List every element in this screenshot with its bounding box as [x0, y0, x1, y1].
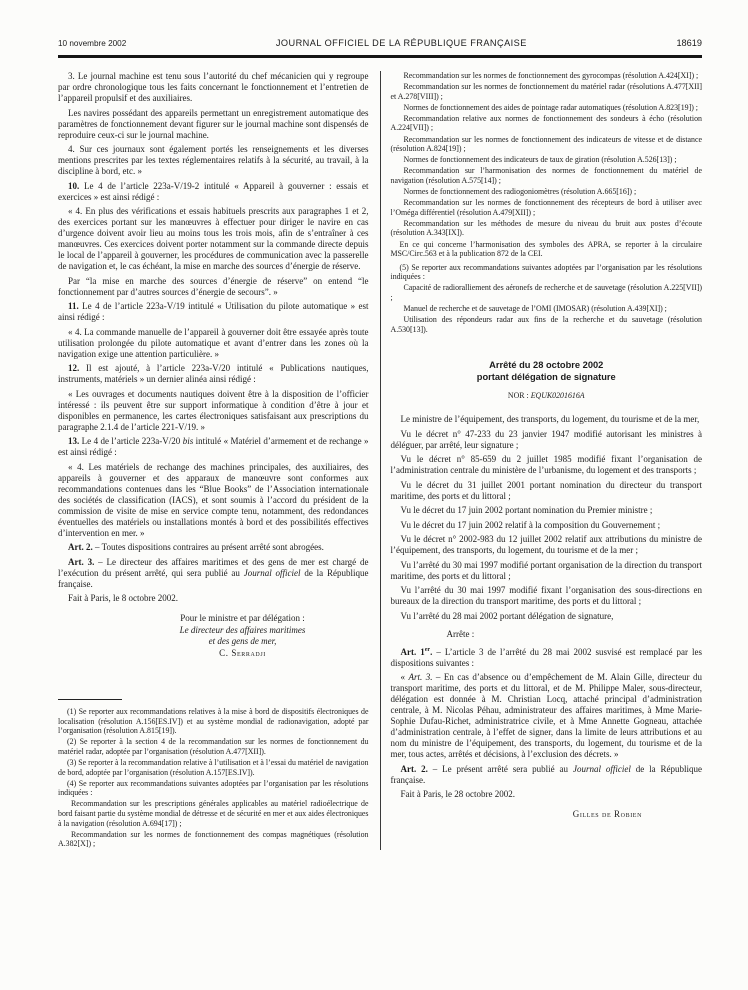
footnote-note: En ce qui concerne l’harmonisation des symboles des APRA, se reporter à la circulaire MSC/Circ.563 et à la publication 872 de la CEI. [390, 239, 702, 259]
paragraph-lead: 12. [68, 363, 80, 373]
superscript: er [424, 646, 431, 653]
text-segment: – Le directeur des affaires maritimes et des gens de mer est chargé de l’exécution du présent arrêté, qui sera publié au [58, 556, 369, 578]
text-segment: Vu le décret du 31 juillet 2001 portant nomination du directeur du transport maritime, des ports et du littoral ; [390, 479, 702, 501]
paragraph-article-3 [58, 557, 369, 590]
paragraph [58, 276, 369, 298]
footnote: (1) Se reporter aux recommandations relatives à la mise à bord de dispositifs électroniques de localisation (résolution A.156[ES.IV]) et au système mondial de radionavigation, adopté par l’organisation (résolution A.815[19]). [58, 707, 369, 736]
text-segment: – En cas d’absence ou d’empêchement de M. Alain Gille, directeur du transport maritime, des ports et du littoral, et de M. Philippe Maler, sous-directeur, délégation est donnée à M. Christian Locq, attaché principal d’administration centrale, à M. Nicolas Péhau, administrateur des affaires maritimes, à Mme Marie-Sophie Dufau-Richet, administratrice civile, et à Mme Annette Gogneau, attachée d’administration centrale, à l’effet de signer, dans la limite de leurs attributions et au nom du ministre de l’équipement, des transports, du logement, du tourisme et de la mer, tous actes, arrêtés et décisions, à l’exclusion des décrets. » [390, 672, 702, 760]
footnote-item: Manuel de recherche et de sauvetage de l’OMI (IMOSAR) (résolution A.439[XI]) ; [403, 304, 667, 314]
text-segment: Il est ajouté, à l’article 223a-V/20 intitulé « Publications nautiques, instruments, matériels » un dernier alinéa ainsi rédigé : [58, 363, 369, 384]
arrete-marker [391, 629, 703, 640]
header-title: JOURNAL OFFICIEL DE LA RÉPUBLIQUE FRANÇAISE [275, 38, 527, 48]
footnote-item: Normes de fonctionnement des aides de pointage radar automatiques (résolution A.823[19]) ; [403, 102, 698, 112]
paragraph [58, 363, 369, 385]
article-label: Art. 3. [68, 556, 95, 567]
paragraph [58, 389, 369, 433]
visa-paragraph [391, 585, 703, 607]
page-header [58, 38, 702, 48]
visa-paragraph [391, 480, 703, 502]
paragraph [58, 181, 369, 203]
visa-paragraph [391, 520, 703, 531]
text-segment: de la République française. [58, 567, 369, 589]
quoted-article-paragraph [391, 672, 703, 760]
arrete-heading [391, 360, 703, 383]
footnotes-section [58, 699, 369, 849]
right-column [391, 71, 703, 850]
text-segment: – Le présent arrêté sera publié au [427, 763, 573, 774]
signature-title-line: et des gens de mer, [208, 636, 277, 646]
visa-paragraph [391, 429, 703, 451]
text-segment: Vu le décret du 17 juin 2002 relatif à la composition du Gouvernement ; [400, 519, 661, 530]
text-segment: Vu l’arrêté du 28 mai 2002 portant délégation de signature, [400, 610, 614, 621]
footnote-item: Normes de fonctionnement des radiogoniomètres (résolution A.665[16]) ; [403, 187, 637, 197]
footnote: (3) Se reporter à la recommandation relative à l’utilisation et à l’essai du matériel de navigation de bord, adoptée par l’organisation (résolution A.157[ES.IV]). [58, 757, 369, 777]
footnote-item: Recommandation sur les normes de fonctionnement des compas magnétiques (résolution A.382[X]) ; [58, 829, 369, 849]
text-segment: Le 4 de l’article 223a-V/20 [79, 436, 183, 446]
paragraph-article-1 [391, 647, 703, 669]
footnote-item: Recommandation sur les normes de fonctionnement des récepteurs de bord à utiliser avec l’Oméga différentiel (résolution A.479[XII]) ; [390, 198, 702, 217]
footnote-item: Recommandation sur les prescriptions générales applicables au matériel radioélectrique de bord faisant partie du système mondial de détresse et de sécurité en mer et aux aides électroniques à la navigation (résolution A.694[17]) ; [58, 799, 369, 828]
signature-intro: Pour le ministre et par délégation : [180, 613, 305, 623]
paragraph [58, 301, 369, 323]
signatory-name: Gilles de Robien [572, 809, 642, 820]
italic-segment: Journal officiel [243, 567, 301, 578]
article-label: Art. 2. [68, 542, 93, 552]
text-segment: 4. Sur ces journaux sont également portés les renseignements et les diverses mentions prescrites par les textes réglementaires relatifs à la sécurité, au travail, à la discipline à bord, etc. » [58, 144, 369, 176]
paragraph-lead: 11. [68, 301, 79, 311]
text-segment: Vu l’arrêté du 30 mai 1997 modifié fixant l’organisation des sous-directions en bureaux de la direction du transport maritime, des ports et du littoral ; [390, 585, 702, 607]
text-segment: Vu le décret du 17 juin 2002 portant nomination du Premier ministre ; [400, 505, 653, 516]
footnote: (2) Se reporter à la section 4 de la recommandation sur les normes de fonctionnement du matériel radar, adoptée par l’organisation (résolution A.477[XII]). [58, 737, 369, 756]
paragraph [58, 71, 369, 104]
text-segment: 3. Le journal machine est tenu sous l’autorité du chef mécanicien qui y regroupe par ordre chronologique tous les faits concernant le fonctionnement et l’entretien de l’appareil propulsif et des auxiliaires. [58, 71, 369, 103]
footnote-item: Capacité de radioralliement des aéronefs de recherche et de sauvetage (résolution A.225[VII]) ; [390, 283, 702, 302]
footnote-item: Recommandation relative aux normes de fonctionnement des sondeurs à écho (résolution A.224[VII]) ; [390, 113, 702, 133]
text-segment: Le 4 de l’article 223a-V/19 intitulé « Utilisation du pilote automatique » est ainsi rédigé : [58, 301, 369, 322]
left-column [58, 71, 369, 850]
paragraph-article-2 [58, 542, 369, 553]
footnote-item: Recommandation sur les méthodes de mesure du niveau du bruit aux postes d’écoute (résolution A.343[IX]). [390, 218, 702, 238]
paragraph [58, 462, 369, 539]
nor-reference [391, 391, 703, 400]
text-segment: Les navires possédant des appareils permettant un enregistrement automatique des paramètres de fonctionnement devant figurer sur le journal machine sont dispensés de reproduire ceux-ci sur le journal machine. [58, 107, 369, 140]
signature-block [129, 613, 357, 659]
paragraph-lead: 10. [68, 180, 80, 191]
text-segment: Vu le décret n° 2002-983 du 12 juillet 2002 relatif aux attributions du ministre de l’équipement, des transports, du logement, du tourisme et de la mer ; [390, 534, 702, 556]
text-segment: Vu le décret n° 85-659 du 2 juillet 1985 modifié fixant l’organisation de l’administration centrale du ministère de l’urbanisme, du logement et des transports ; [390, 454, 702, 476]
footnote-item: Recommandation sur les normes de fonctionnement des indicateurs de vitesse et de distance (résolution A.824[19]) ; [390, 134, 702, 154]
italic-segment: Art. 3. [408, 672, 433, 683]
visa-paragraph [391, 454, 703, 476]
arrete-heading-line: portant délégation de signature [476, 371, 616, 382]
footnote-item: Utilisation des répondeurs radar aux fins de la recherche et du sauvetage (résolution A.530[13]). [390, 315, 702, 334]
text-segment: Vu l’arrêté du 30 mai 1997 modifié portant organisation de la direction du transport maritime, des ports et du littoral ; [390, 559, 702, 581]
arrete-heading-line: Arrêté du 28 octobre 2002 [489, 360, 604, 371]
signatory-name: C. Serradji [219, 647, 266, 658]
date-line [58, 593, 369, 604]
visa-paragraph [391, 505, 703, 516]
text-segment: Vu le décret n° 47-233 du 23 janvier 1947 modifié autorisant les ministres à déléguer, par arrêté, leur signature ; [390, 428, 702, 450]
signature-title-line: Le directeur des affaires maritimes [179, 624, 306, 635]
visa-paragraph [391, 534, 703, 556]
header-date: 10 novembre 2002 [58, 39, 127, 48]
paragraph [58, 206, 369, 272]
visa-paragraph [391, 560, 703, 582]
paragraph [58, 144, 369, 177]
paragraph [58, 108, 369, 141]
text-segment: Fait à Paris, le 8 octobre 2002. [68, 593, 178, 603]
footnote: (4) Se reporter aux recommandations suivantes adoptées par l’organisation par les résolutions indiquées : [58, 778, 369, 798]
text-segment: « [400, 672, 409, 683]
text-segment: – L’article 3 de l’arrêté du 28 mai 2002 susvisé est remplacé par les dispositions suivantes : [390, 646, 702, 668]
footnote-item: Recommandation sur les normes de fonctionnement du matériel radar (résolutions A.477[XII] et A.278[VIII]) ; [390, 82, 702, 101]
text-segment: « Les ouvrages et documents nautiques doivent être à la disposition de l’officier intéressé : ils peuvent être sur support informatique à condition d’être à jour et disponibles en permanence, les cartes électroniques satisfaisant aux prescriptions du paragraphe 2.1.4 de l’article 221-V/19. » [58, 388, 369, 432]
text-segment: intitulé « Matériel d’armement et de rechange » est ainsi rédigé : [58, 436, 369, 457]
article-label: Art. 1 [400, 646, 425, 657]
nor-code: EQUK0201616A [530, 391, 585, 401]
text-segment: Le ministre de l’équipement, des transports, du logement, du tourisme et de la mer, [400, 414, 700, 425]
text-segment: – Toutes dispositions contraires au présent arrêté sont abrogées. [92, 542, 324, 552]
date-line [391, 789, 703, 800]
footnote-item: Recommandation sur les normes de fonctionnement des gyrocompas (résolution A.424[XI]) ; [403, 71, 699, 80]
article-label: Art. 2. [400, 763, 428, 774]
text-segment: « 4. Les matériels de rechange des machines principales, des auxiliaires, des appareils à gouverner et des apparaux de manœuvre sont conformes aux recommandations contenues dans les “Blue Books” de l’Association internationale des sociétés de classification (IACS), et sont soumis à l’accord du président de la commission de visite de mise en service compte tenu, notamment, des redondances éventuelles des matériels ou installations montés à bord et des possibilités effectives d’intervention en mer. » [58, 461, 369, 538]
paragraph [391, 414, 703, 425]
footnote: (5) Se reporter aux recommandations suivantes adoptées par l’organisation par les résolutions indiquées : [390, 262, 702, 282]
text-segment: Par “la mise en marche des sources d’énergie de réserve” on entend “le fonctionnement par d’autres sources d’énergie de secours”. » [58, 275, 369, 297]
visa-paragraph [391, 611, 703, 622]
paragraph-lead: 13. [68, 436, 80, 446]
nor-label: NOR : [507, 391, 531, 401]
italic-segment: bis [182, 436, 194, 446]
text-segment: de la République française. [390, 763, 702, 785]
text-segment: Arrête : [446, 628, 475, 639]
text-segment: Fait à Paris, le 28 octobre 2002. [400, 789, 515, 800]
header-page-number: 18619 [676, 38, 702, 48]
footnote-item: Normes de fonctionnement des indicateurs de taux de giration (résolution A.526[13]) ; [403, 155, 677, 165]
column-divider [380, 71, 381, 850]
paragraph [58, 327, 369, 360]
italic-segment: Journal officiel [572, 763, 631, 774]
footnote-rule [58, 699, 122, 700]
two-column-body [58, 58, 702, 850]
paragraph-article-2 [391, 764, 703, 786]
footnote-item: Recommandation sur l’harmonisation des normes de fonctionnement du matériel de navigation (résolution A.575[14]) ; [390, 166, 702, 185]
paragraph [58, 436, 369, 458]
article-label: . [430, 646, 433, 657]
text-segment: « 4. En plus des vérifications et essais habituels prescrits aux paragraphes 1 et 2, des exercices portant sur les manœuvres à effectuer pour diriger le navire en cas d’urgence doivent avoir lieu au moins tous les trois mois, afin de s’entraîner à ces manœuvres. Ces exercices doivent porter notamment sur la commande directe depuis le local de l’appareil à gouverner, les procédures de communication avec la passerelle de navigation et, le cas échéant, la mise en marche des sources d’énergie de réserve. [58, 206, 369, 271]
text-segment: Le 4 de l’article 223a-V/19-2 intitulé « Appareil à gouverner : essais et exercices » est ainsi rédigé : [58, 180, 369, 202]
text-segment: « 4. La commande manuelle de l’appareil à gouverner doit être essayée après toute utilisation prolongée du pilote automatique et avant d’entrer dans les zones où la navigation exige une attention particulière. » [58, 326, 369, 359]
